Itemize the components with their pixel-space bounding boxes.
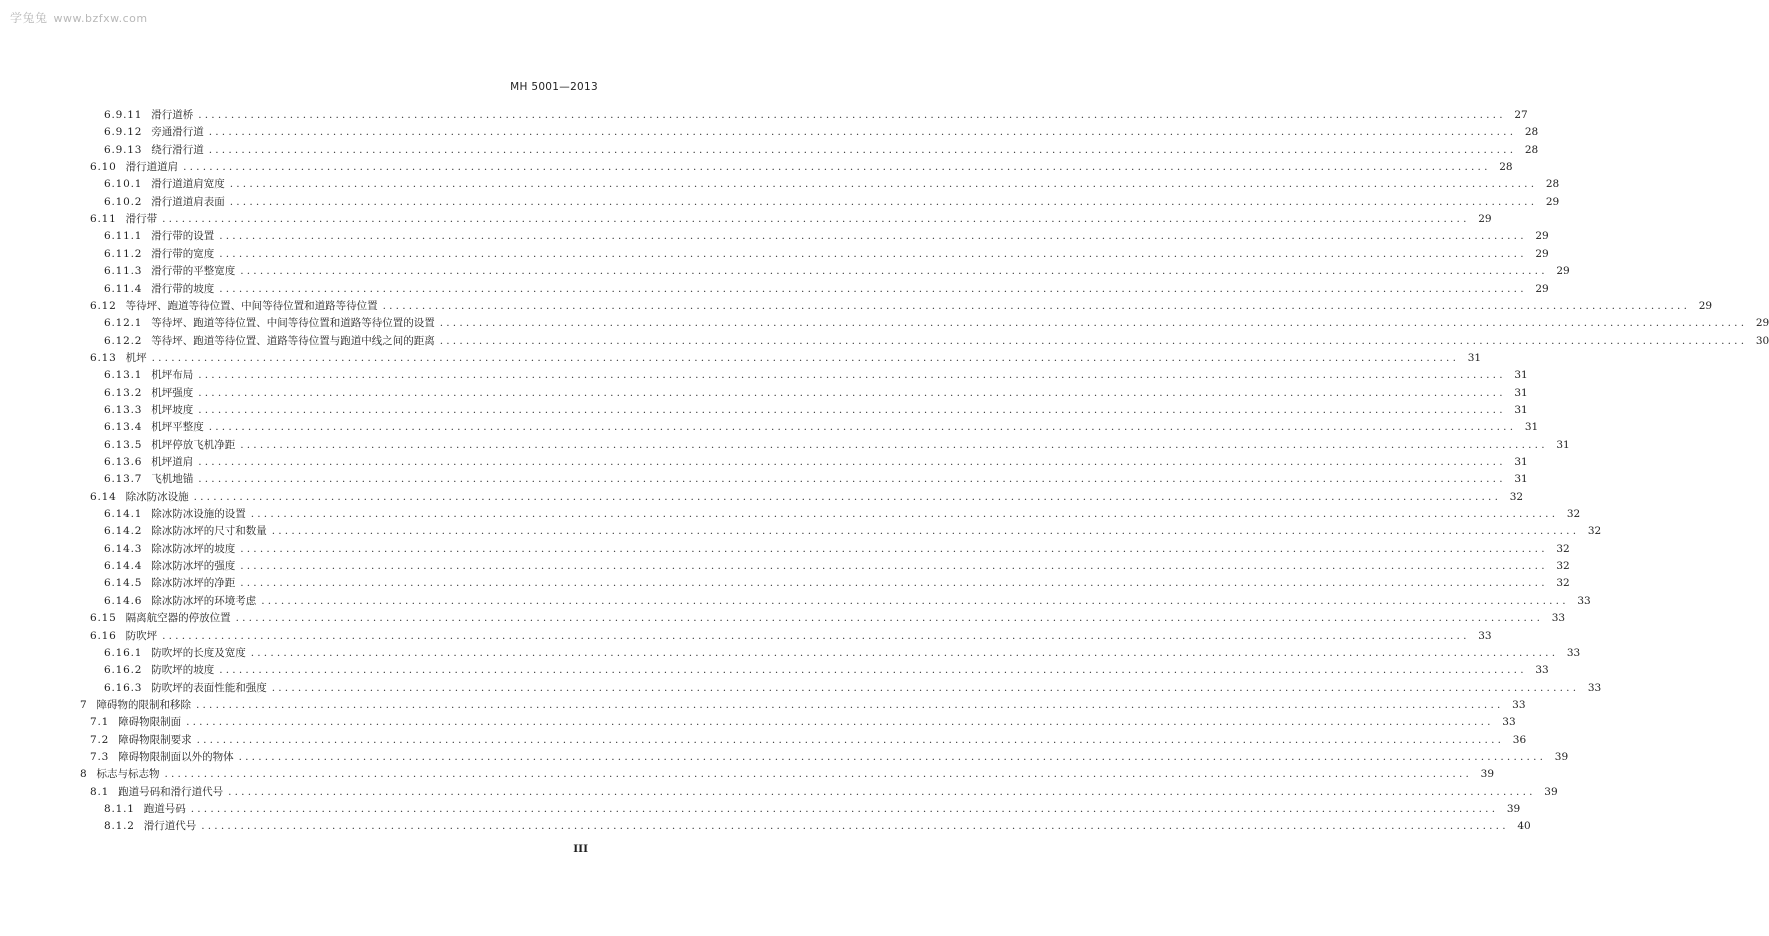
toc-dot-leader: ........................................................................................................................................................................................................ [250, 646, 1559, 659]
toc-entry-number: 6.14.2 [104, 525, 143, 538]
toc-entry-number: 6.12.2 [104, 334, 143, 347]
toc-entry-title: 等待坪、跑道等待位置、中间等待位置和道路等待位置的设置 [151, 317, 435, 330]
toc-entry[interactable] [104, 523, 1602, 540]
toc-entry-page: 32 [1556, 542, 1570, 555]
toc-entry[interactable] [104, 228, 1549, 245]
toc-dot-leader: ........................................................................................................................................................................................................ [208, 143, 1517, 156]
toc-entry-number: 6.9.11 [104, 109, 143, 121]
toc-entry-page: 31 [1556, 438, 1570, 451]
toc-entry-page: 30 [1755, 334, 1769, 347]
toc-dot-leader: ........................................................................................................................................................................................................ [198, 369, 1506, 382]
toc-entry-number: 6.16.3 [104, 681, 143, 694]
toc-entry-number: 6.16.1 [104, 646, 143, 659]
toc-dot-leader: ........................................................................................................................................................................................................ [151, 351, 1460, 364]
toc-entry-number: 6.13.6 [104, 456, 143, 468]
toc-dot-leader: ........................................................................................................................................................................................................ [240, 560, 1548, 573]
toc-entry-page: 29 [1535, 247, 1549, 260]
toc-dot-leader: ........................................................................................................................................................................................................ [261, 594, 1569, 607]
toc-dot-leader: ........................................................................................................................................................................................................ [439, 317, 1748, 330]
toc-entry[interactable] [104, 385, 1528, 402]
toc-entry-page: 29 [1698, 299, 1713, 312]
toc-entry-title: 等待坪、跑道等待位置、中间等待位置和道路等待位置 [125, 299, 378, 312]
toc-entry-title: 防吹坪的长度及宽度 [151, 646, 246, 659]
toc-entry[interactable] [90, 714, 1516, 731]
toc-entry-page: 29 [1535, 282, 1549, 295]
toc-entry-page: 32 [1566, 508, 1581, 521]
toc-dot-leader: ........................................................................................................................................................................................................ [208, 421, 1517, 434]
toc-entry[interactable] [104, 454, 1528, 471]
toc-entry-number: 6.10.1 [104, 178, 143, 191]
toc-entry-title: 障碍物限制面以外的物体 [118, 750, 234, 763]
toc-entry[interactable] [80, 766, 1495, 783]
toc-entry-title: 滑行带 [125, 213, 158, 226]
toc-dot-leader: ........................................................................................................................................................................................................ [240, 265, 1548, 278]
toc-entry-number: 6.14.5 [104, 577, 143, 590]
toc-entry-page: 31 [1514, 403, 1528, 416]
toc-entry-page: 31 [1514, 369, 1528, 382]
toc-entry-number: 6.12 [90, 299, 117, 312]
toc-entry[interactable] [90, 298, 1713, 315]
toc-entry-title: 障碍物的限制和移除 [96, 698, 191, 711]
toc-entry-number: 6.9.13 [104, 143, 143, 156]
toc-dot-leader: ........................................................................................................................................................................................................ [238, 750, 1547, 763]
toc-entry[interactable] [104, 124, 1539, 141]
toc-entry-number: 6.9.12 [104, 126, 143, 139]
toc-entry-title: 飞机地锚 [151, 473, 194, 486]
toc-dot-leader: ........................................................................................................................................................................................................ [240, 542, 1548, 555]
toc-entry-title: 防吹坪 [125, 629, 158, 642]
toc-entry-title: 除冰防冰坪的环境考虑 [151, 594, 257, 607]
toc-entry-page: 32 [1509, 490, 1524, 503]
toc-entry-number: 6.13.1 [104, 369, 143, 382]
toc-entry-title: 机坪道肩 [151, 456, 194, 468]
toc-entry[interactable] [104, 471, 1528, 488]
toc-entry[interactable] [104, 419, 1539, 436]
toc-dot-leader: ........................................................................................................................................................................................................ [240, 438, 1548, 451]
toc-entry[interactable] [90, 628, 1492, 645]
toc-entry-number: 6.14 [90, 490, 117, 503]
toc-entry-number: 8.1 [90, 785, 110, 798]
toc-dot-leader: ........................................................................................................................................................................................................ [198, 456, 1506, 468]
toc-entry[interactable] [104, 437, 1570, 454]
toc-entry-number: 6.13.2 [104, 386, 143, 399]
toc-entry-page: 32 [1556, 560, 1570, 573]
toc-entry[interactable] [90, 732, 1527, 749]
toc-entry[interactable] [104, 801, 1521, 818]
toc-entry[interactable] [104, 281, 1549, 298]
toc-dot-leader: ........................................................................................................................................................................................................ [250, 508, 1559, 521]
toc-entry-number: 8.1.1 [104, 803, 135, 815]
toc-entry[interactable] [104, 506, 1581, 523]
toc-entry-title: 除冰防冰坪的尺寸和数量 [151, 525, 267, 538]
toc-dot-leader: ........................................................................................................................................................................................................ [219, 664, 1527, 677]
toc-dot-leader: ........................................................................................................................................................................................................ [219, 247, 1527, 260]
toc-entry-title: 机坪停放飞机净距 [151, 438, 236, 451]
toc-entry-page: 39 [1554, 750, 1569, 763]
toc-entry-title: 旁通滑行道 [151, 126, 204, 139]
toc-entry-number: 6.13.7 [104, 473, 143, 486]
toc-entry-number: 6.14.6 [104, 594, 143, 607]
toc-entry-page: 29 [1535, 230, 1549, 243]
toc-dot-leader: ........................................................................................................................................................................................................ [162, 629, 1470, 642]
toc-dot-leader: ........................................................................................................................................................................................................ [164, 768, 1473, 781]
toc-dot-leader: ........................................................................................................................................................................................................ [198, 403, 1506, 416]
toc-entry[interactable] [90, 159, 1513, 176]
toc-entry-title: 除冰防冰坪的坡度 [151, 542, 236, 555]
toc-entry[interactable] [104, 541, 1570, 558]
toc-entry[interactable] [104, 194, 1560, 211]
toc-entry-title: 绕行滑行道 [151, 143, 204, 156]
toc-dot-leader: ........................................................................................................................................................................................................ [195, 698, 1504, 711]
toc-dot-leader: ........................................................................................................................................................................................................ [271, 525, 1580, 538]
toc-entry-number: 6.14.3 [104, 542, 143, 555]
toc-entry-number: 6.11.4 [104, 282, 143, 295]
toc-entry-page: 29 [1755, 317, 1769, 330]
toc-entry-page: 32 [1587, 525, 1602, 538]
toc-dot-leader: ........................................................................................................................................................................................................ [190, 803, 1499, 815]
toc-entry-title: 防吹坪的表面性能和强度 [151, 681, 267, 694]
toc-entry-title: 障碍物限制要求 [118, 733, 192, 746]
toc-entry-title: 滑行道桥 [151, 109, 194, 121]
toc-entry-page: 33 [1577, 594, 1591, 607]
toc-entry[interactable] [104, 402, 1528, 419]
toc-entry-number: 6.10 [90, 161, 117, 174]
toc-entry-title: 机坪 [125, 351, 147, 364]
toc-entry-number: 6.11.3 [104, 265, 143, 278]
toc-dot-leader: ........................................................................................................................................................................................................ [235, 612, 1544, 625]
toc-entry-page: 39 [1544, 785, 1558, 798]
toc-entry-number: 6.15 [90, 612, 117, 625]
toc-entry-title: 机坪强度 [151, 386, 194, 399]
toc-entry-number: 7.2 [90, 733, 110, 746]
toc-entry-page: 32 [1556, 577, 1570, 590]
toc-entry-title: 障碍物限制面 [118, 716, 182, 729]
toc-entry-title: 跑道号码 [143, 803, 186, 815]
toc-entry-title: 滑行带的坡度 [151, 282, 215, 295]
toc-entry-number: 6.14.4 [104, 560, 143, 573]
toc-entry-page: 33 [1502, 716, 1516, 729]
toc-entry-page: 28 [1499, 161, 1513, 174]
toc-dot-leader: ........................................................................................................................................................................................................ [198, 109, 1506, 121]
toc-dot-leader: ........................................................................................................................................................................................................ [193, 490, 1502, 503]
toc-entry-number: 8 [80, 768, 88, 781]
toc-entry-page: 33 [1535, 664, 1549, 677]
toc-entry-page: 33 [1478, 629, 1492, 642]
toc-dot-leader: ........................................................................................................................................................................................................ [198, 473, 1506, 486]
toc-entry-page: 33 [1566, 646, 1581, 659]
toc-entry[interactable] [90, 489, 1524, 506]
toc-entry-number: 7.1 [90, 716, 110, 729]
toc-entry[interactable] [104, 176, 1560, 193]
watermark-site: www.bzfxw.com [53, 12, 148, 25]
toc-dot-leader: ........................................................................................................................................................................................................ [162, 213, 1470, 226]
toc-dot-leader: ........................................................................................................................................................................................................ [229, 195, 1538, 208]
toc-dot-leader: ........................................................................................................................................................................................................ [201, 820, 1509, 833]
toc-entry[interactable] [104, 142, 1539, 159]
toc-entry-number: 6.13.3 [104, 403, 143, 416]
toc-entry-title: 滑行带的宽度 [151, 247, 215, 260]
toc-dot-leader: ........................................................................................................................................................................................................ [219, 230, 1527, 243]
toc-entry-page: 39 [1480, 768, 1495, 781]
toc-entry-page: 28 [1524, 126, 1539, 139]
toc-entry-page: 39 [1506, 803, 1521, 815]
toc-dot-leader: ........................................................................................................................................................................................................ [439, 334, 1748, 347]
toc-entry-page: 29 [1545, 195, 1560, 208]
toc-dot-leader: ........................................................................................................................................................................................................ [186, 716, 1494, 729]
toc-dot-leader: ........................................................................................................................................................................................................ [271, 681, 1580, 694]
toc-entry-number: 8.1.2 [104, 820, 135, 833]
toc-entry-title: 标志与标志物 [96, 768, 160, 781]
toc-entry-title: 除冰防冰坪的净距 [151, 577, 236, 590]
toc-entry-title: 跑道号码和滑行道代号 [118, 785, 224, 798]
toc-entry-title: 滑行带的设置 [151, 230, 215, 243]
toc-entry-page: 27 [1514, 109, 1528, 121]
toc-entry-title: 机坪布局 [151, 369, 194, 382]
toc-dot-leader: ........................................................................................................................................................................................................ [382, 299, 1691, 312]
toc-entry-title: 机坪平整度 [151, 421, 204, 434]
toc-entry-page: 36 [1512, 733, 1527, 746]
toc-entry-number: 6.11.1 [104, 230, 143, 243]
toc-entry-page: 28 [1524, 143, 1539, 156]
toc-entry[interactable] [90, 749, 1569, 766]
toc-entry-page: 31 [1514, 473, 1528, 486]
document-code: MH 5001—2013 [510, 81, 598, 93]
toc-entry-page: 28 [1545, 178, 1560, 191]
toc-entry[interactable] [104, 645, 1581, 662]
toc-entry[interactable] [104, 263, 1570, 280]
toc-entry[interactable] [104, 662, 1549, 679]
toc-entry[interactable] [90, 784, 1558, 801]
toc-entry-page: 29 [1556, 265, 1570, 278]
toc-entry[interactable] [104, 818, 1531, 835]
toc-dot-leader: ........................................................................................................................................................................................................ [228, 785, 1536, 798]
toc-entry[interactable] [104, 367, 1528, 384]
toc-entry-title: 滑行道代号 [143, 820, 197, 833]
toc-dot-leader: ........................................................................................................................................................................................................ [240, 577, 1548, 590]
watermark-brand: 学兔兔 [10, 11, 48, 25]
toc-entry-page: 31 [1524, 421, 1539, 434]
toc-entry-page: 31 [1514, 456, 1528, 468]
toc-entry-title: 防吹坪的坡度 [151, 664, 215, 677]
toc-entry-title: 机坪坡度 [151, 403, 194, 416]
toc-entry-title: 除冰防冰坪的强度 [151, 560, 236, 573]
toc-entry[interactable] [90, 350, 1482, 367]
toc-dot-leader: ........................................................................................................................................................................................................ [198, 386, 1506, 399]
toc-entry[interactable] [104, 107, 1528, 124]
toc-entry-number: 6.13.4 [104, 421, 143, 434]
toc-dot-leader: ........................................................................................................................................................................................................ [208, 126, 1517, 139]
toc-entry-title: 滑行道道肩 [125, 161, 179, 174]
toc-entry-title: 除冰防冰设施 [125, 490, 189, 503]
toc-entry-page: 31 [1514, 386, 1528, 399]
toc-entry-page: 33 [1512, 698, 1526, 711]
toc-entry-page: 40 [1517, 820, 1531, 833]
toc-entry[interactable] [80, 697, 1526, 714]
toc-dot-leader: ........................................................................................................................................................................................................ [229, 178, 1538, 191]
toc-entry-number: 7 [80, 698, 88, 711]
toc-entry[interactable] [104, 593, 1591, 610]
toc-entry-number: 6.16 [90, 629, 117, 642]
toc-entry-number: 6.12.1 [104, 317, 143, 330]
toc-dot-leader: ........................................................................................................................................................................................................ [183, 161, 1491, 174]
toc-entry-number: 6.13.5 [104, 438, 143, 451]
toc-entry-page: 33 [1551, 612, 1566, 625]
toc-entry-page: 31 [1467, 351, 1482, 364]
toc-entry-title: 除冰防冰设施的设置 [151, 508, 246, 521]
toc-entry-title: 滑行带的平整宽度 [151, 265, 236, 278]
toc-entry[interactable] [104, 315, 1769, 332]
toc-entry-number: 6.10.2 [104, 195, 143, 208]
toc-dot-leader: ........................................................................................................................................................................................................ [196, 733, 1505, 746]
toc-entry-title: 等待坪、跑道等待位置、道路等待位置与跑道中线之间的距离 [151, 334, 435, 347]
page-number: III [573, 843, 588, 855]
toc-entry-page: 33 [1587, 681, 1602, 694]
toc-entry[interactable] [104, 575, 1570, 592]
toc-entry[interactable] [104, 558, 1570, 575]
toc-entry-title: 隔离航空器的停放位置 [125, 612, 231, 625]
toc-entry-number: 6.16.2 [104, 664, 143, 677]
toc-entry-title: 滑行道道肩表面 [151, 195, 225, 208]
toc-entry-page: 29 [1478, 213, 1492, 226]
toc-entry[interactable] [104, 246, 1549, 263]
toc-entry[interactable] [90, 610, 1566, 627]
toc-entry[interactable] [90, 211, 1492, 228]
watermark [10, 9, 148, 26]
toc-entry-number: 7.3 [90, 750, 110, 763]
toc-dot-leader: ........................................................................................................................................................................................................ [219, 282, 1527, 295]
toc-entry[interactable] [104, 680, 1602, 697]
toc-entry-number: 6.11 [90, 213, 117, 226]
toc-entry-number: 6.13 [90, 351, 117, 364]
toc-entry-title: 滑行道道肩宽度 [151, 178, 225, 191]
toc-entry-number: 6.14.1 [104, 508, 143, 521]
toc-entry-number: 6.11.2 [104, 247, 143, 260]
toc-entry[interactable] [104, 333, 1769, 350]
